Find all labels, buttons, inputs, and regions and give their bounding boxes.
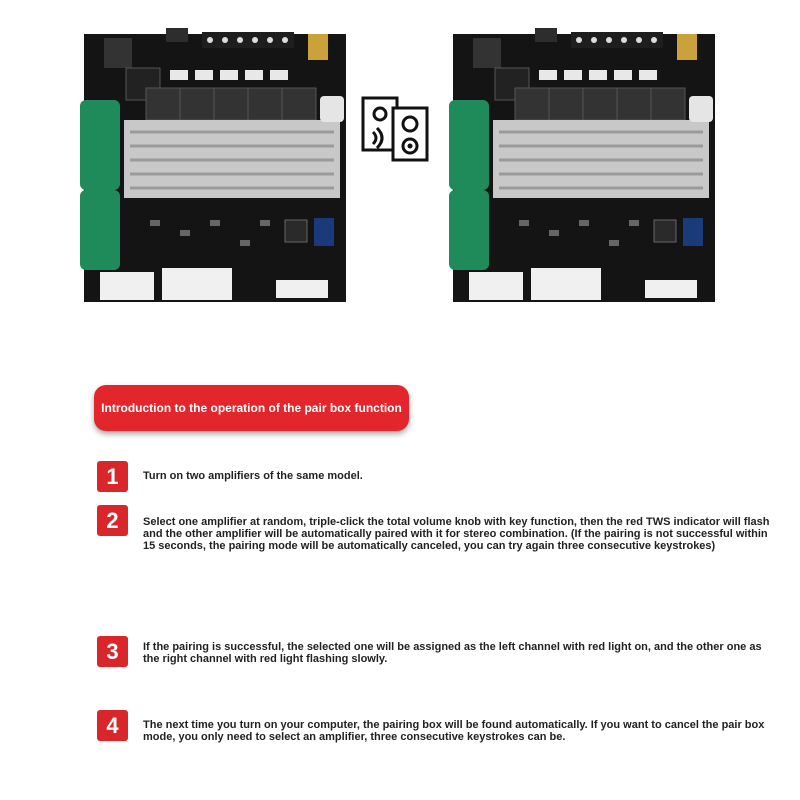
step-4-text: The next time you turn on your computer, the pairing box will be found automatically. If you want to cancel the pair box mode, you only need to select an amplifier, three consecutive keystrokes can be.: [143, 719, 765, 743]
step-3-number-badge: 3: [97, 636, 128, 667]
step-3-text: If the pairing is successful, the selected one will be assigned as the left channel with red light on, and the other one as the right channel with red light flashing slowly.: [143, 641, 762, 665]
step-2-number-badge: 2: [97, 505, 128, 536]
amplifier-board-image-left: [80, 20, 350, 302]
step-1-number-badge: 1: [97, 461, 128, 492]
intro-title: Introduction to the operation of the pair box function: [101, 401, 402, 415]
amplifier-board-image-right: [449, 20, 719, 302]
step-4-number-badge: 4: [97, 710, 128, 741]
intro-title-banner: [94, 385, 409, 431]
step-2-text: Select one amplifier at random, triple-click the total volume knob with key function, then the red TWS indicator will flash and the other amplifier will be automatically paired with it for stereo combination. (If the pairing is not successful within 15 seconds, the pairing mode will be automatically canceled, you can try again three consecutive keystrokes): [143, 516, 770, 552]
step-1-text: Turn on two amplifiers of the same model.: [143, 470, 363, 482]
speaker-pair-icon: [359, 92, 431, 164]
